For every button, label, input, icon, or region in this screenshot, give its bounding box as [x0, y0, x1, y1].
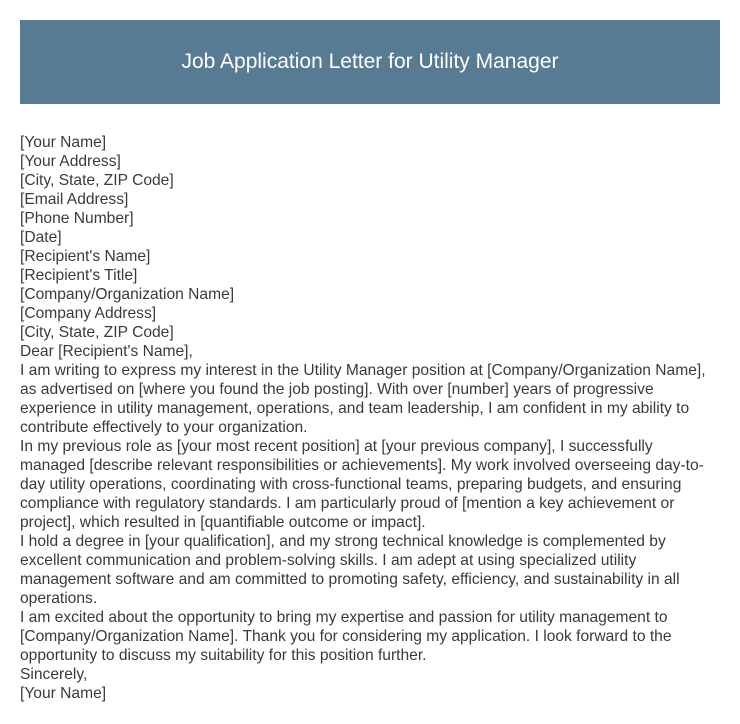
body-paragraph: I am writing to express my interest in the Utility Manager position at [Company/Organization Name], as advertised on [where you found the job posting]. With over [number] years of progressive experience in utility management, operations, and team leadership, I am confident in my ability to contribute effectively to your organization.	[20, 362, 706, 436]
salutation: Dear [Recipient's Name],	[20, 343, 193, 360]
signature: [Your Name]	[20, 685, 107, 702]
letter-body	[20, 133, 720, 703]
sender-address: [Your Address]	[20, 153, 121, 170]
recipient-address: [Company Address]	[20, 305, 157, 322]
sender-block	[20, 133, 720, 247]
page-title: Job Application Letter for Utility Manager	[181, 50, 559, 73]
sender-name: [Your Name]	[20, 134, 107, 151]
page-header	[20, 20, 720, 104]
recipient-name: [Recipient's Name]	[20, 248, 151, 265]
sender-city-state-zip: [City, State, ZIP Code]	[20, 172, 174, 189]
recipient-company: [Company/Organization Name]	[20, 286, 235, 303]
body-paragraph: I hold a degree in [your qualification], and my strong technical knowledge is complemented by excellent communication and problem-solving skills. I am adept at using specialized utility management software and am committed to promoting safety, efficiency, and sustainability in all operations.	[20, 533, 680, 607]
recipient-title: [Recipient's Title]	[20, 267, 138, 284]
sender-phone: [Phone Number]	[20, 210, 134, 227]
body-paragraph: In my previous role as [your most recent position] at [your previous company], I successfully managed [describe relevant responsibilities or achievements]. My work involved overseeing day-to-day utility operations, coordinating with cross-functional teams, preparing budgets, and ensuring compliance with regulatory standards. I am particularly proud of [mention a key achievement or project], which resulted in [quantifiable outcome or impact].	[20, 438, 704, 531]
closing: Sincerely,	[20, 666, 88, 683]
sender-email: [Email Address]	[20, 191, 129, 208]
recipient-city-state-zip: [City, State, ZIP Code]	[20, 324, 174, 341]
letter-date: [Date]	[20, 229, 62, 246]
recipient-block	[20, 247, 720, 342]
body-paragraph: I am excited about the opportunity to bring my expertise and passion for utility management to [Company/Organization Name]. Thank you for considering my application. I look forward to the opportunity to discuss my suitability for this position further.	[20, 609, 672, 664]
